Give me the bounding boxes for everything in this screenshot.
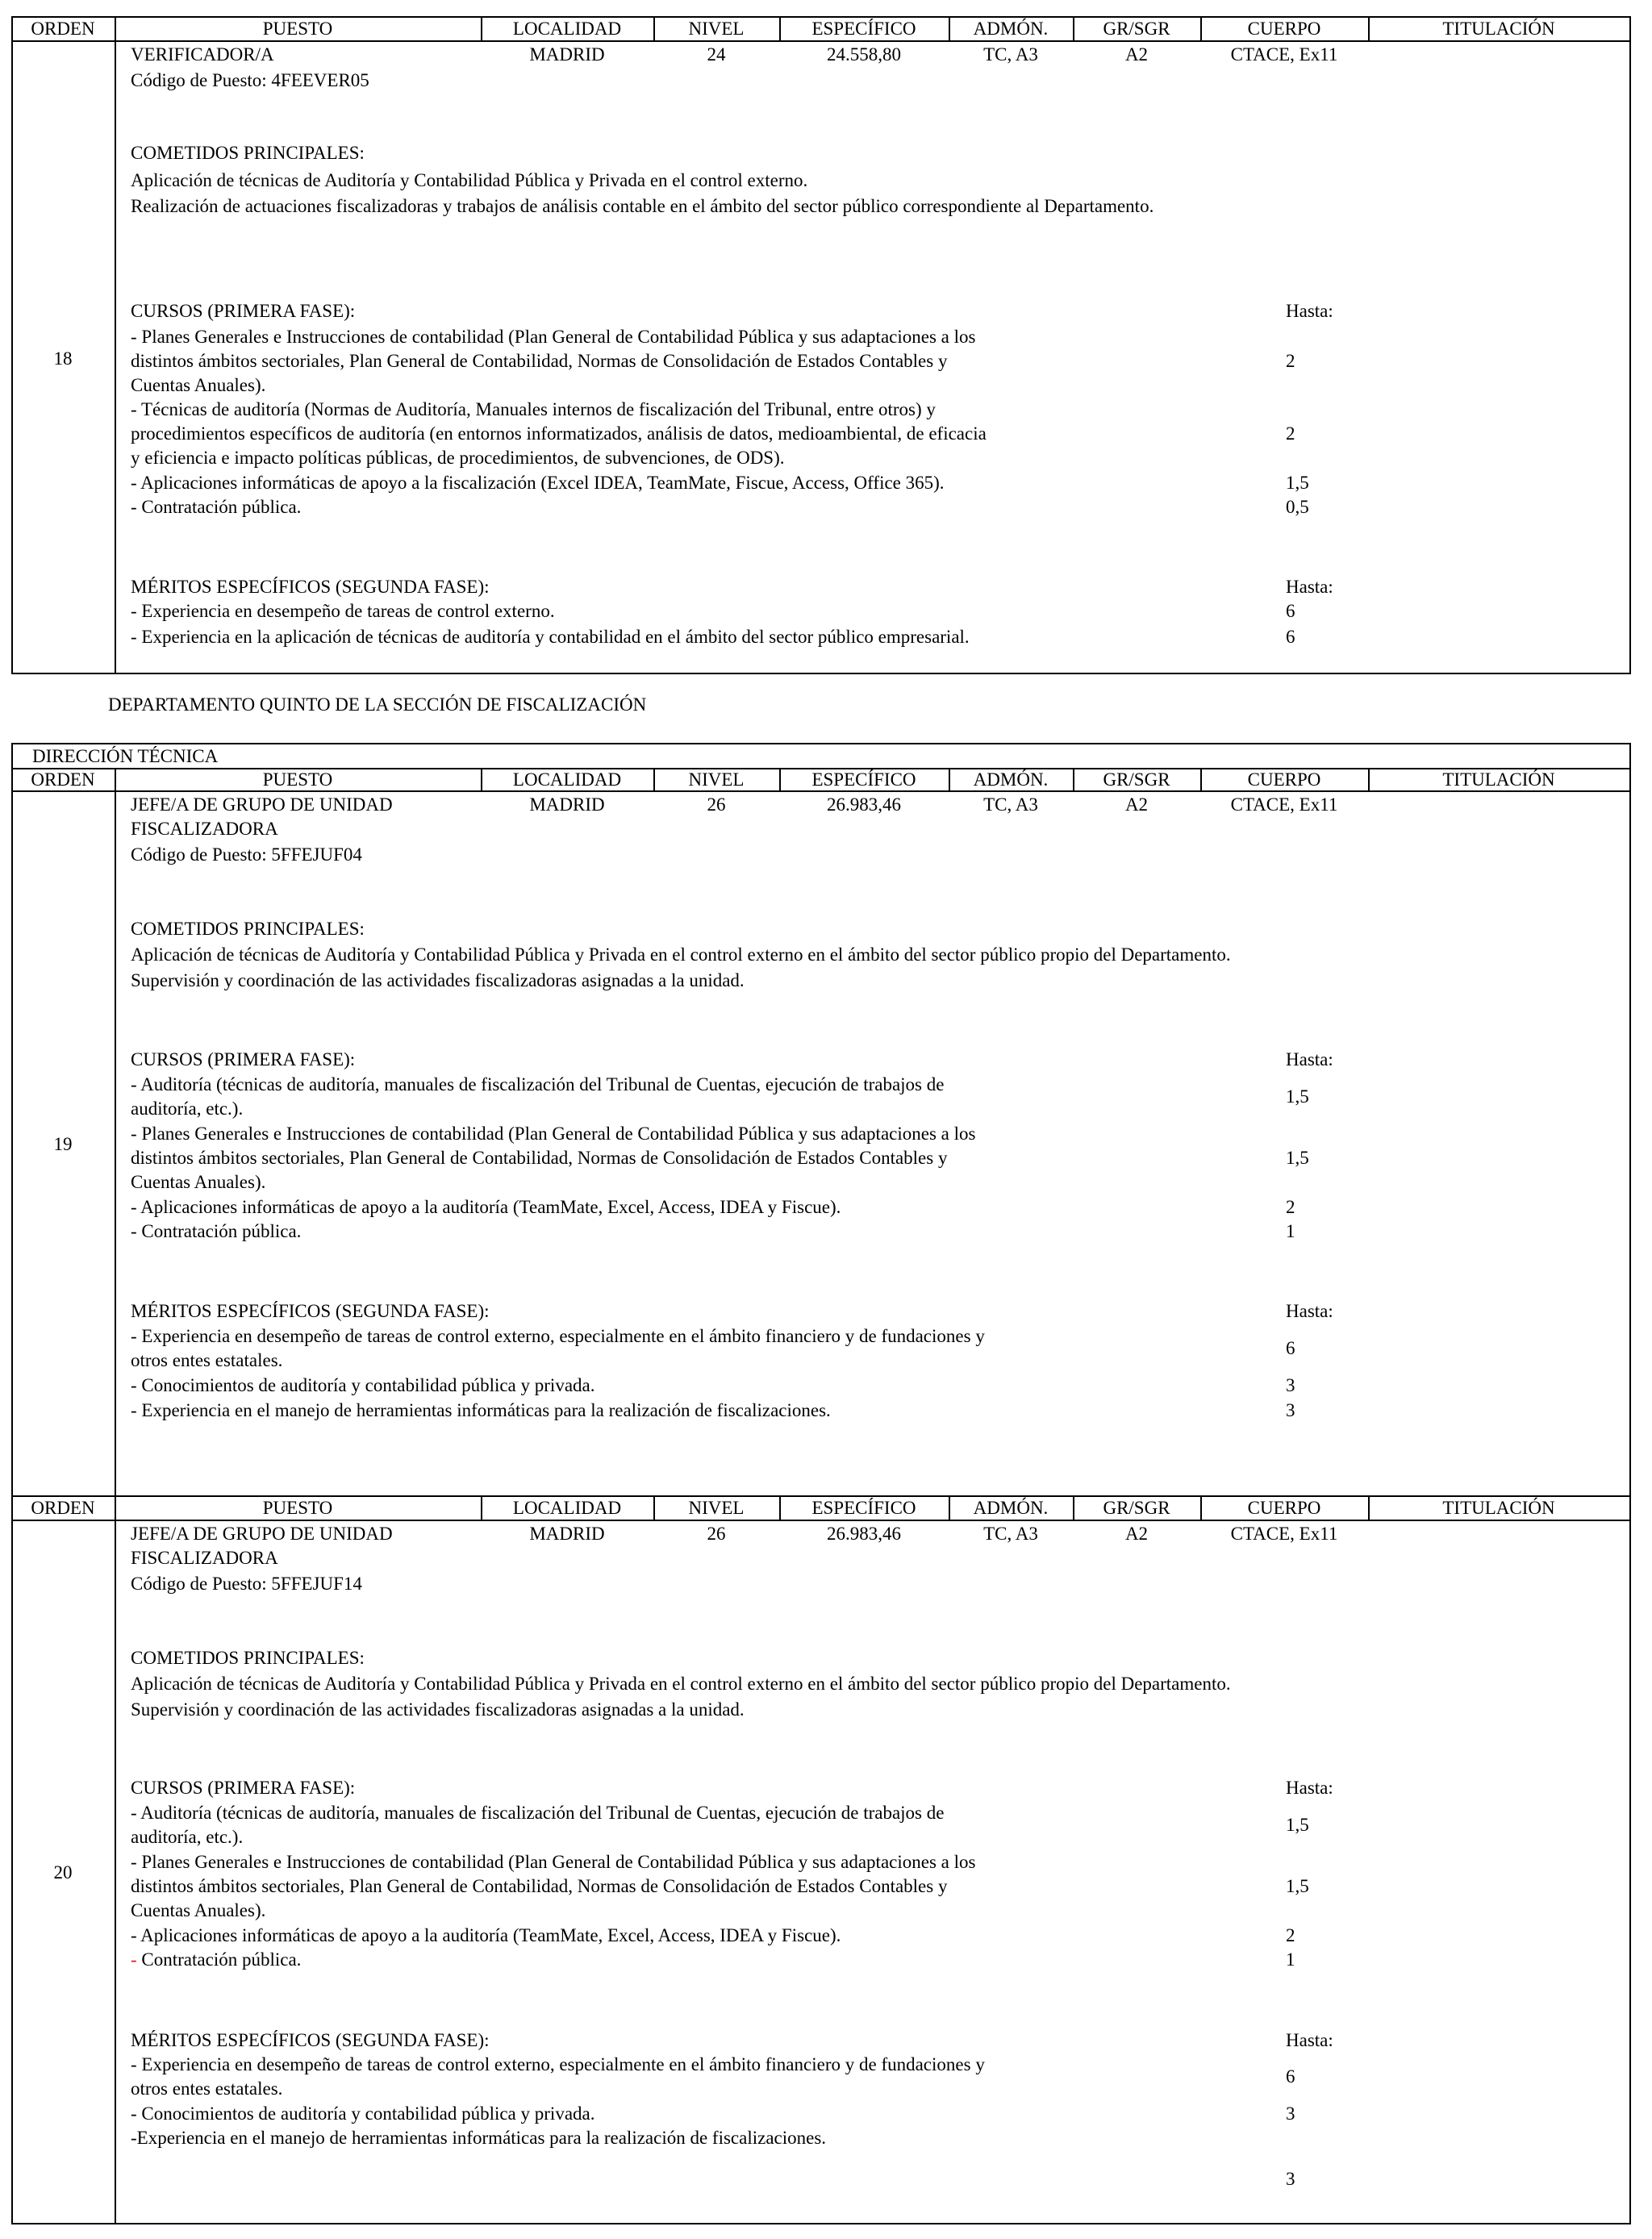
curso-line: auditoría, etc.).: [131, 1099, 244, 1119]
row-cuerpo: CTACE, Ex11: [1230, 794, 1338, 815]
cometidos-title: COMETIDOS PRINCIPALES:: [131, 1648, 365, 1668]
curso-line: - Contratación pública.: [131, 1949, 302, 1970]
header-especifico: ESPECÍFICO: [811, 769, 916, 790]
curso-points: 1: [1286, 1221, 1295, 1241]
curso-line: - Auditoría (técnicas de auditoría, manuales de fiscalización del Tribunal de Cuentas, ejecución de trabajos de: [131, 1074, 945, 1094]
merito-points: 3: [1286, 1375, 1295, 1395]
header-titulacion: TITULACIÓN: [1442, 769, 1555, 790]
row-nivel: 26: [707, 794, 726, 815]
curso-line: distintos ámbitos sectoriales, Plan General de Contabilidad, Normas de Consolidación de Estados Contables y: [131, 1148, 948, 1168]
merito-line: - Conocimientos de auditoría y contabilidad pública y privada.: [131, 1375, 595, 1395]
merito-points: 6: [1286, 627, 1295, 647]
row-grsgr: A2: [1124, 44, 1149, 65]
header-nivel: NIVEL: [688, 19, 745, 39]
table-border: [11, 743, 13, 2224]
curso-line: - Aplicaciones informáticas de apoyo a la auditoría (TeamMate, Excel, Access, IDEA y Fiscue).: [131, 1197, 841, 1217]
cometido-line: Supervisión y coordinación de las actividades fiscalizadoras asignadas a la unidad.: [131, 1699, 745, 1720]
row-grsgr: A2: [1124, 794, 1149, 815]
row-admon: TC, A3: [983, 44, 1038, 65]
header-orden: ORDEN: [31, 1498, 95, 1518]
curso-points: 1,5: [1286, 1815, 1309, 1835]
header-puesto: PUESTO: [262, 19, 333, 39]
row-especifico: 24.558,80: [827, 44, 901, 65]
row-puesto: FISCALIZADORA: [131, 819, 278, 839]
meritos-title: MÉRITOS ESPECÍFICOS (SEGUNDA FASE):: [131, 2030, 490, 2050]
row-puesto: JEFE/A DE GRUPO DE UNIDAD: [131, 794, 393, 815]
cometidos-title: COMETIDOS PRINCIPALES:: [131, 919, 365, 939]
table-border: [11, 2223, 1631, 2224]
column-divider: [115, 16, 116, 674]
merito-line: - Experiencia en el manejo de herramientas informáticas para la realización de fiscalizaciones.: [131, 1400, 831, 1420]
merito-line: - Experiencia en desempeño de tareas de control externo.: [131, 601, 555, 621]
header-cuerpo: CUERPO: [1247, 19, 1321, 39]
curso-points: 1,5: [1286, 1148, 1309, 1168]
row-puesto: VERIFICADOR/A: [131, 44, 274, 65]
row-puesto: JEFE/A DE GRUPO DE UNIDAD: [131, 1524, 393, 1544]
table-border: [11, 673, 1631, 674]
curso-points: 1,5: [1286, 473, 1309, 493]
table-border: [11, 16, 13, 674]
header-puesto: PUESTO: [262, 769, 333, 790]
merito-points: 6: [1286, 1338, 1295, 1358]
header-admon: ADMÓN.: [973, 769, 1049, 790]
curso-line: - Planes Generales e Instrucciones de contabilidad (Plan General de Contabilidad Pública y sus adaptaciones a los: [131, 1852, 976, 1872]
curso-points: 2: [1286, 351, 1295, 371]
curso-line: - Planes Generales e Instrucciones de contabilidad (Plan General de Contabilidad Pública y sus adaptaciones a los: [131, 1124, 976, 1144]
header-cuerpo: CUERPO: [1247, 1498, 1321, 1518]
cometido-line: Aplicación de técnicas de Auditoría y Contabilidad Pública y Privada en el control externo.: [131, 170, 808, 190]
header-especifico: ESPECÍFICO: [811, 1498, 916, 1518]
header-nivel: NIVEL: [688, 769, 745, 790]
cursos-title: CURSOS (PRIMERA FASE):: [131, 1778, 356, 1798]
curso-line: - Técnicas de auditoría (Normas de Auditoría, Manuales internos de fiscalización del Tribunal, entre otros) y: [131, 399, 936, 419]
department-title: DEPARTAMENTO QUINTO DE LA SECCIÓN DE FISCALIZACIÓN: [108, 694, 647, 715]
row-nivel: 26: [707, 1524, 726, 1544]
row-codigo: Código de Puesto: 5FFEJUF04: [131, 844, 362, 865]
cursos-title: CURSOS (PRIMERA FASE):: [131, 1049, 356, 1069]
curso-line: - Contratación pública.: [131, 1221, 302, 1241]
row-grsgr: A2: [1124, 1524, 1149, 1544]
merito-points: 3: [1286, 1400, 1295, 1420]
row-codigo: Código de Puesto: 4FEEVER05: [131, 70, 369, 90]
curso-line: y eficiencia e impacto políticas públicas, de procedimientos, de subvenciones, de ODS).: [131, 448, 785, 468]
hasta-label: Hasta:: [1286, 2030, 1333, 2050]
row-nivel: 24: [707, 44, 726, 65]
header-admon: ADMÓN.: [973, 19, 1049, 39]
merito-line: - Experiencia en desempeño de tareas de control externo, especialmente en el ámbito financiero y de fundaciones y: [131, 2054, 985, 2074]
merito-points: 6: [1286, 2066, 1295, 2087]
curso-points: 2: [1286, 423, 1295, 444]
row-localidad: MADRID: [529, 794, 605, 815]
row-admon: TC, A3: [983, 794, 1038, 815]
row-localidad: MADRID: [529, 44, 605, 65]
merito-line: - Experiencia en la aplicación de técnicas de auditoría y contabilidad en el ámbito del sector público empresarial.: [131, 627, 970, 647]
header-especifico: ESPECÍFICO: [811, 19, 916, 39]
header-localidad: LOCALIDAD: [512, 1498, 622, 1518]
header-grsgr: GR/SGR: [1103, 19, 1170, 39]
hasta-label: Hasta:: [1286, 1778, 1333, 1798]
curso-line: - Aplicaciones informáticas de apoyo a la auditoría (TeamMate, Excel, Access, IDEA y Fiscue).: [131, 1925, 841, 1945]
header-admon: ADMÓN.: [973, 1498, 1049, 1518]
merito-line: otros entes estatales.: [131, 2078, 283, 2099]
curso-line: - Aplicaciones informáticas de apoyo a la fiscalización (Excel IDEA, TeamMate, Fiscue, Access, Office 365).: [131, 473, 945, 493]
row-cuerpo: CTACE, Ex11: [1230, 44, 1338, 65]
cometidos-title: COMETIDOS PRINCIPALES:: [131, 143, 365, 163]
cometido-line: Aplicación de técnicas de Auditoría y Contabilidad Pública y Privada en el control externo en el ámbito del sector público propio del Departamento.: [131, 944, 1231, 965]
merito-line: -Experiencia en el manejo de herramientas informáticas para la realización de fiscalizaciones.: [131, 2128, 827, 2148]
table-border: [11, 1495, 1631, 1497]
curso-points: 1,5: [1286, 1086, 1309, 1107]
header-titulacion: TITULACIÓN: [1442, 19, 1555, 39]
curso-points: 1: [1286, 1949, 1295, 1970]
row-especifico: 26.983,46: [827, 794, 901, 815]
header-grsgr: GR/SGR: [1103, 1498, 1170, 1518]
table-border: [11, 40, 1631, 42]
row-orden: 18: [53, 348, 73, 369]
cometido-line: Supervisión y coordinación de las actividades fiscalizadoras asignadas a la unidad.: [131, 970, 745, 990]
header-nivel: NIVEL: [688, 1498, 745, 1518]
curso-line: Cuentas Anuales).: [131, 1172, 266, 1192]
curso-points: 0,5: [1286, 497, 1309, 517]
table-border: [11, 16, 1631, 18]
curso-line: Cuentas Anuales).: [131, 375, 266, 395]
table-border: [11, 743, 1631, 744]
red-dash: -: [131, 1949, 137, 1970]
row-orden: 19: [53, 1134, 73, 1154]
header-localidad: LOCALIDAD: [512, 19, 622, 39]
meritos-title: MÉRITOS ESPECÍFICOS (SEGUNDA FASE):: [131, 577, 490, 597]
curso-points: 1,5: [1286, 1876, 1309, 1896]
header-titulacion: TITULACIÓN: [1442, 1498, 1555, 1518]
hasta-label: Hasta:: [1286, 301, 1333, 321]
table-border: [11, 790, 1631, 792]
curso-line: distintos ámbitos sectoriales, Plan General de Contabilidad, Normas de Consolidación de Estados Contables y: [131, 351, 948, 371]
merito-points: 3: [1286, 2103, 1295, 2124]
meritos-title: MÉRITOS ESPECÍFICOS (SEGUNDA FASE):: [131, 1301, 490, 1321]
curso-line: - Planes Generales e Instrucciones de contabilidad (Plan General de Contabilidad Pública y sus adaptaciones a los: [131, 327, 976, 347]
column-divider: [115, 768, 116, 2224]
merito-line: - Conocimientos de auditoría y contabilidad pública y privada.: [131, 2103, 595, 2124]
curso-points: 2: [1286, 1925, 1295, 1945]
header-cuerpo: CUERPO: [1247, 769, 1321, 790]
hasta-label: Hasta:: [1286, 577, 1333, 597]
header-localidad: LOCALIDAD: [512, 769, 622, 790]
table-border: [1629, 743, 1631, 2224]
table-border: [1629, 16, 1631, 674]
curso-line: distintos ámbitos sectoriales, Plan General de Contabilidad, Normas de Consolidación de Estados Contables y: [131, 1876, 948, 1896]
section-title: DIRECCIÓN TÉCNICA: [32, 746, 219, 766]
curso-line: - Auditoría (técnicas de auditoría, manuales de fiscalización del Tribunal de Cuentas, ejecución de trabajos de: [131, 1803, 945, 1823]
curso-line: Cuentas Anuales).: [131, 1900, 266, 1920]
curso-line: - Contratación pública.: [131, 497, 302, 517]
cursos-title: CURSOS (PRIMERA FASE):: [131, 301, 356, 321]
row-puesto: FISCALIZADORA: [131, 1548, 278, 1568]
header-puesto: PUESTO: [262, 1498, 333, 1518]
row-codigo: Código de Puesto: 5FFEJUF14: [131, 1574, 362, 1594]
merito-points: 6: [1286, 601, 1295, 621]
row-orden: 20: [53, 1862, 73, 1883]
row-cuerpo: CTACE, Ex11: [1230, 1524, 1338, 1544]
cometido-line: Realización de actuaciones fiscalizadoras y trabajos de análisis contable en el ámbito del sector público correspondiente al Departamento.: [131, 196, 1154, 216]
header-grsgr: GR/SGR: [1103, 769, 1170, 790]
curso-line: auditoría, etc.).: [131, 1827, 244, 1847]
merito-line: otros entes estatales.: [131, 1350, 283, 1370]
hasta-label: Hasta:: [1286, 1049, 1333, 1069]
merito-line: - Experiencia en desempeño de tareas de control externo, especialmente en el ámbito financiero y de fundaciones y: [131, 1326, 985, 1346]
header-orden: ORDEN: [31, 19, 95, 39]
table-border: [11, 1520, 1631, 1521]
hasta-label: Hasta:: [1286, 1301, 1333, 1321]
row-admon: TC, A3: [983, 1524, 1038, 1544]
row-especifico: 26.983,46: [827, 1524, 901, 1544]
header-orden: ORDEN: [31, 769, 95, 790]
curso-points: 2: [1286, 1197, 1295, 1217]
row-localidad: MADRID: [529, 1524, 605, 1544]
merito-points: 3: [1286, 2169, 1295, 2189]
cometido-line: Aplicación de técnicas de Auditoría y Contabilidad Pública y Privada en el control externo en el ámbito del sector público propio del Departamento.: [131, 1674, 1231, 1694]
curso-line: procedimientos específicos de auditoría (en entornos informatizados, análisis de datos, medioambiental, de eficacia: [131, 423, 987, 444]
